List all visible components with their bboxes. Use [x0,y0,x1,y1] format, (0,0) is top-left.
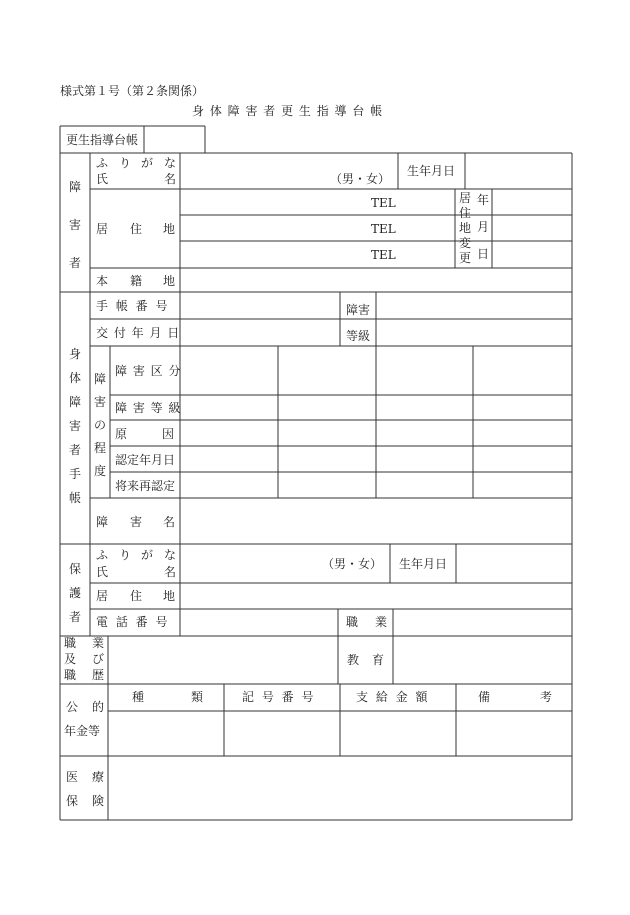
guardian-birthdate-label: 生年月日 [399,557,448,571]
grade-label: 障害 等級 [345,303,370,343]
issue-date-label: 交 付 年 月 日 [96,326,181,340]
certification-date-label: 認定年月日 [115,453,176,467]
section-guardian: 保 護 者 [68,562,81,624]
gender-label: （男・女） [330,172,391,186]
form-number: 様式第１号（第２条関係） [60,84,205,98]
tel-1: TEL [371,196,396,210]
section-handbook: 身 体 障 害 者 手 帳 [68,347,81,505]
tel-2: TEL [371,222,396,236]
guardian-phone-label: 電 話 番 号 [96,615,170,629]
guardian-gender-label: （男・女） [322,557,383,571]
tel-3: TEL [371,248,396,262]
book-number-label: 手 帳 番 号 [96,299,170,313]
ledger-label: 更生指導台帳 [66,133,139,147]
birthdate-label: 生年月日 [407,164,456,178]
pension-amount-header: 支 給 金 額 [356,690,430,704]
address-change-label: 居 住 地 変 更 [458,191,471,265]
degree-label: 障 害 の 程 度 [93,372,106,478]
disability-category-label: 障 害 区 分 [115,364,182,378]
recertification-label: 将来再認定 [115,479,176,493]
disability-grade-label: 障 害 等 級 [115,401,182,415]
section-disabled-person: 障 害 者 [68,180,81,270]
document-title: 身 体 障 害 者 更 生 指 導 台 帳 [192,104,384,118]
pension-number-header: 記 号 番 号 [242,690,316,704]
change-date-label: 年 月 日 [476,193,489,261]
